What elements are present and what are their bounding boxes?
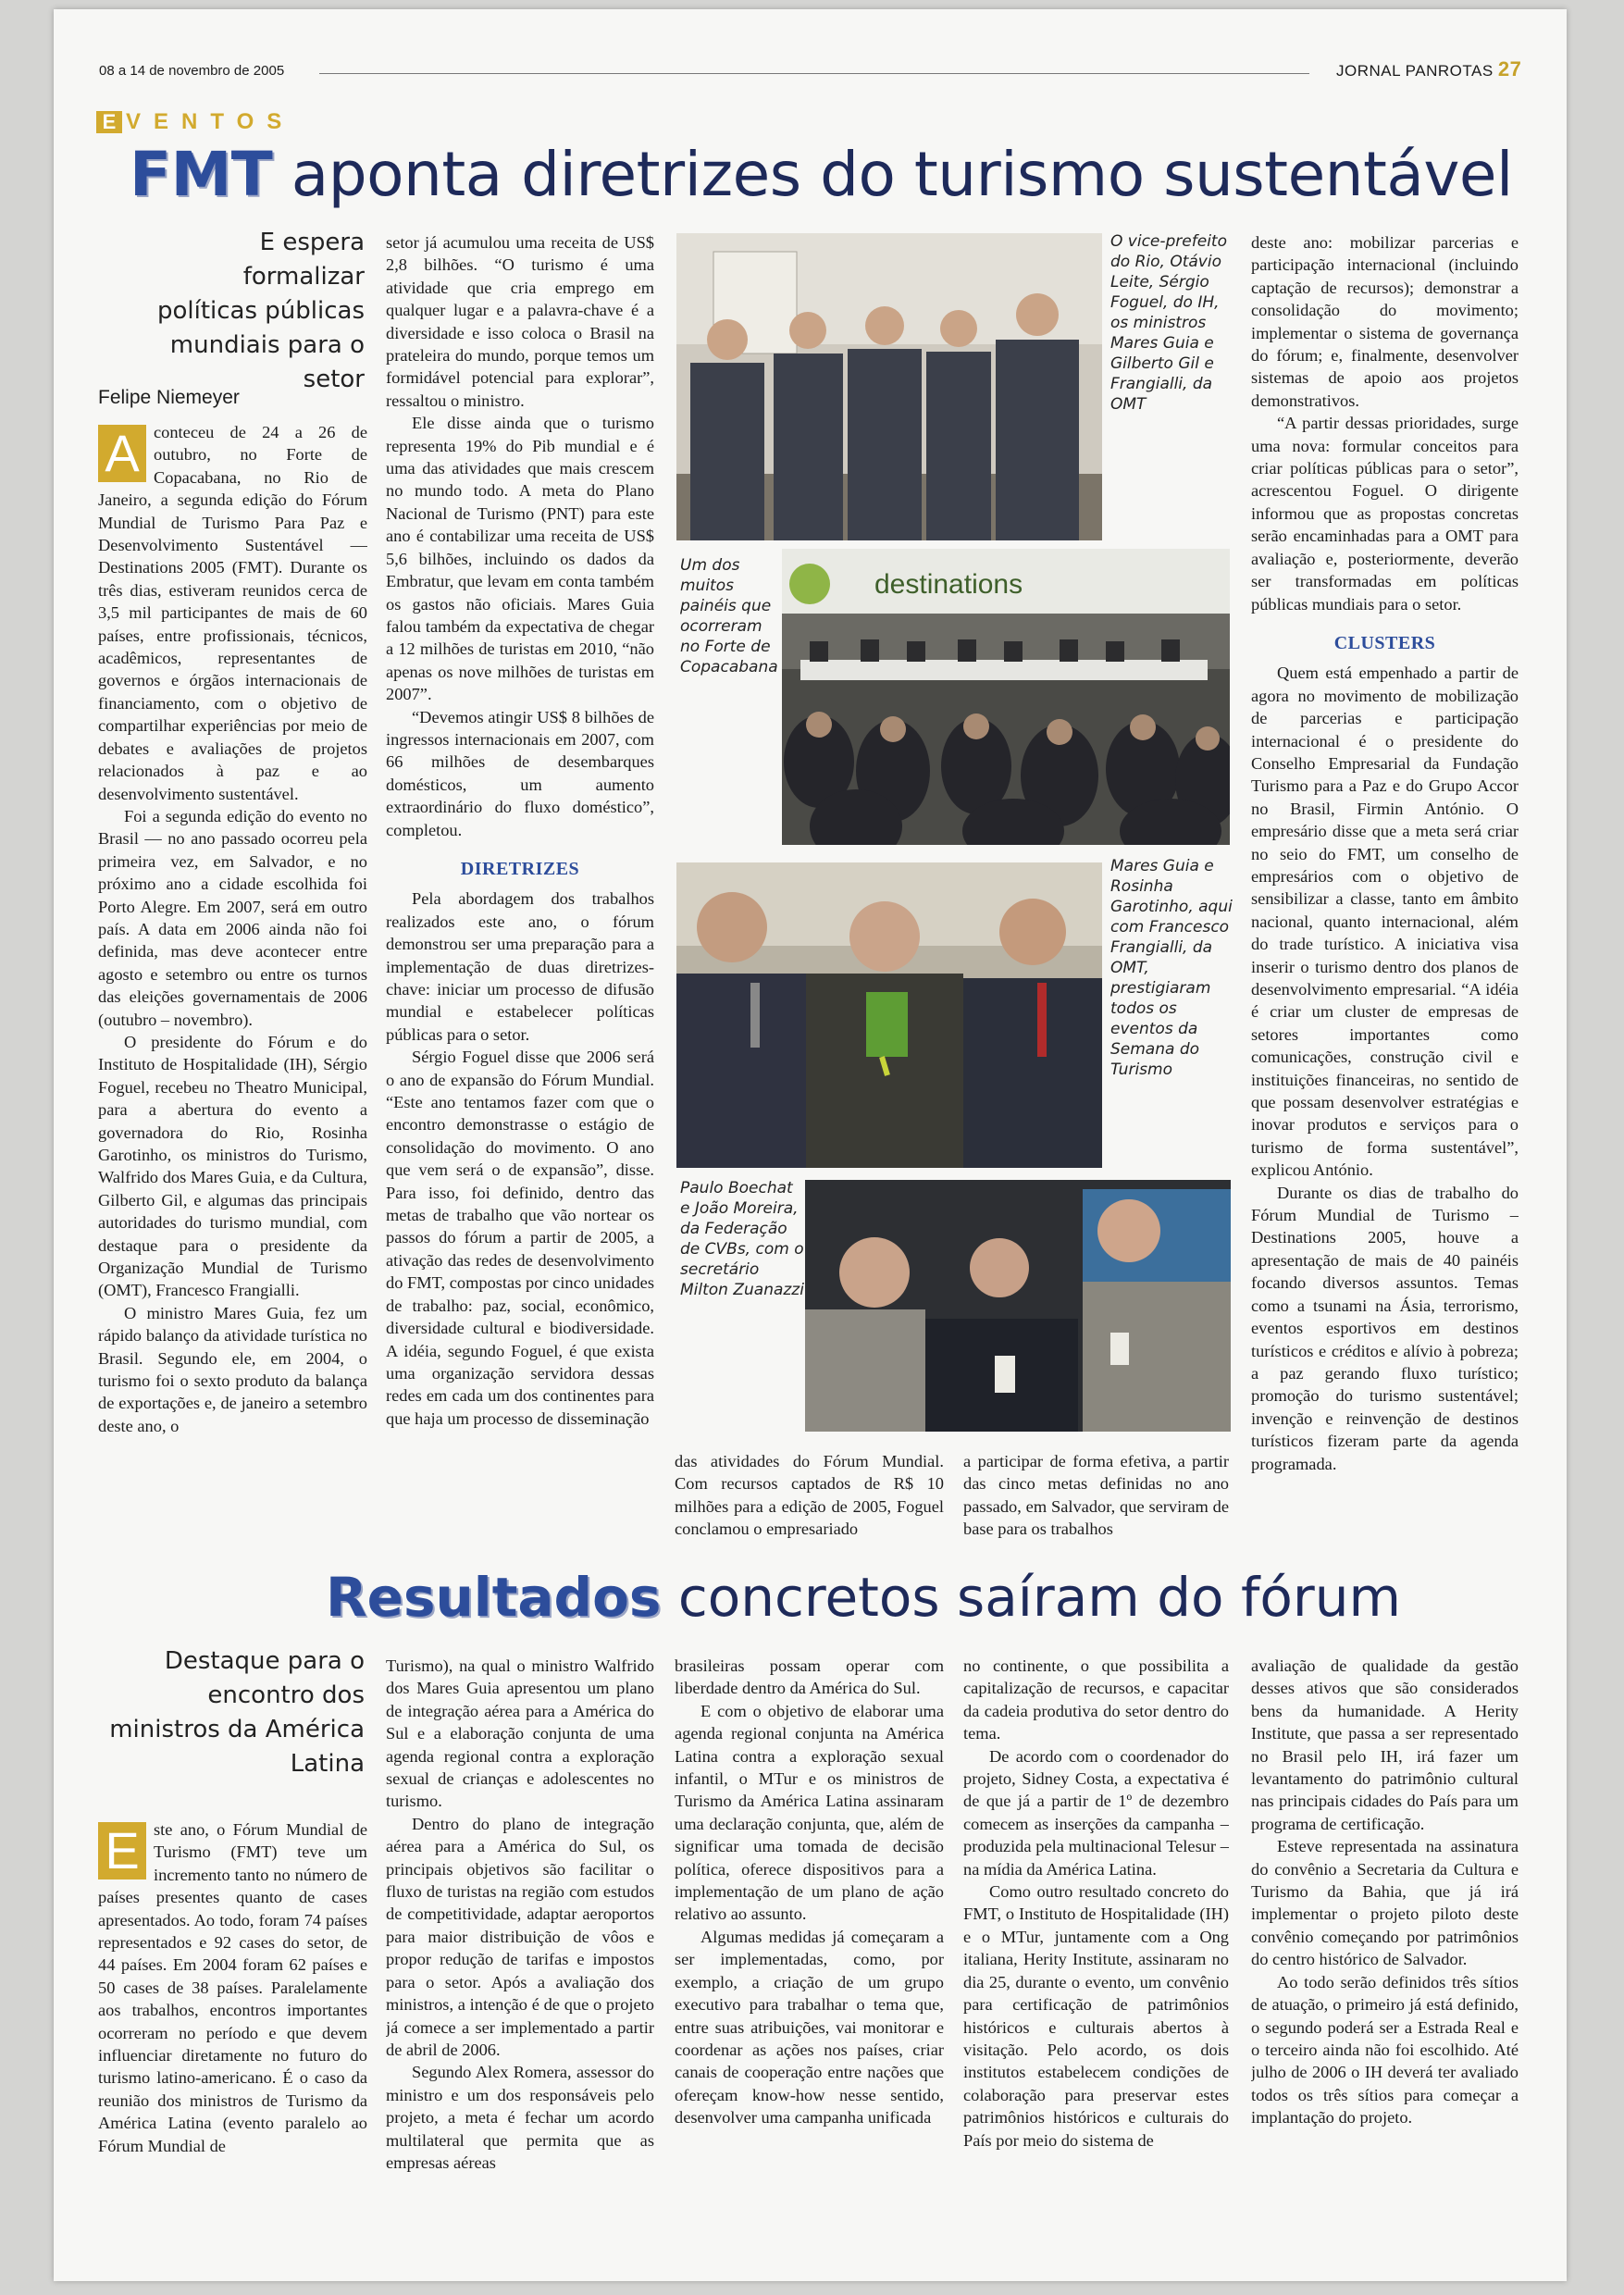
issue-date: 08 a 14 de novembro de 2005 xyxy=(99,63,285,79)
paragraph: no continente, o que possibilita a capitalização de recursos, e capacitar da cadeia produtiva do setor dentro do tema. xyxy=(963,1656,1229,1743)
article2-column-2 xyxy=(386,1655,654,2210)
headline-2 xyxy=(326,1566,1401,1629)
paragraph: Como outro resultado concreto do FMT, o Instituto de Hospitalidade (IH) e o MTur, juntamente com a Ong italiana, Herity Institute, assinaram no dia 25, durante o evento, um convênio para certificação de patrimônios históricos e culturais abertos à visitação. Pelo acordo, os dois institutos estabelecem condições de colaboração para preservar estes patrimônios históricos e culturais do País por meio do sistema de xyxy=(963,1882,1229,2150)
paragraph: conteceu de 24 a 26 de outubro, no Forte de Copacabana, no Rio de Janeiro, a segunda edição do Fórum Mundial de Turismo Para Paz e Desenvolvimento Sustentável — Destinations 2005 (FMT). Durante os três dias, estiveram reunidos cerca de 3,5 mil participantes de mais de 60 países, entre profissionais, técnicos, acadêmicos, representantes de governos e órgãos internacionais de financiamento, com o objetivo de compartilhar experiências por meio de debates e avaliações de projetos relacionados à paz e ao desenvolvimento sustentável. xyxy=(98,423,367,803)
paragraph: O ministro Mares Guia, fez um rápido balanço da atividade turística no Brasil. Segundo ele, em 2004, o turismo foi o sexto produto da balança de exportações e, de janeiro a setembro deste ano, o xyxy=(98,1303,367,1435)
masthead xyxy=(1336,57,1521,81)
paragraph: Foi a segunda edição do evento no Brasil — no ano passado ocorreu pela primeira vez, em Salvador, e no próximo ano a cidade escolhida foi Porto Alegre. Em 2007, será em outro país. A data em 2006 ainda não foi definida, mas deve acontecer entre agosto e setembro ou entre os turnos das eleições governamentais de 2006 (outubro – novembro). xyxy=(98,806,367,1029)
article1-column-1 xyxy=(98,421,367,1541)
paragraph: Dentro do plano de integração aérea para a América do Sul, os principais objetivos são facilitar o fluxo de turistas na região com estudos de competitividade, adaptar aeroportos para maior distribuição de vôos e propor redução de tarifas e impostos para o setor. Após a avaliação dos ministros, a intenção é de que o projeto já comece a ser implementado a partir de abril de 2006. xyxy=(386,1814,654,2059)
headline-2-highlight: Resultados xyxy=(326,1566,662,1629)
paragraph: das atividades do Fórum Mundial. Com recursos captados de R$ 10 milhões para a edição de 2005, Foguel conclamou o empresariado xyxy=(675,1452,944,1539)
article1-column-3 xyxy=(675,1450,944,1541)
article2-column-3 xyxy=(675,1655,944,2210)
article1-column-4 xyxy=(963,1450,1229,1541)
paragraph: ste ano, o Fórum Mundial de Turismo (FMT) teve um incremento tanto no número de países presentes quanto de cases apresentados. Ao todo, foram 74 países representados e 92 cases do setor, de 44 países. Em 2004 foram 62 países e 50 cases de 38 países. Paralelamente aos trabalhos, encontros importantes ocorreram no período e que devem influenciar diretamente no futuro do turismo latino-americano. É o caso da reunião dos ministros de Turismo da América Latina (evento paralelo ao Fórum Mundial de xyxy=(98,1820,367,2155)
caption-photo-officials: O vice-prefeito do Rio, Otávio Leite, Sérgio Foguel, do IH, os ministros Mares Guia e Gilberto Gil e Frangialli, da OMT xyxy=(1110,232,1227,414)
paragraph: Segundo Alex Romera, assessor do ministro e um dos responsáveis pelo projeto, a meta é fechar um acordo multilateral que permita que as empresas aéreas xyxy=(386,2063,654,2172)
paragraph: “A partir dessas prioridades, surge uma nova: formular conceitos para criar políticas públicas para o setor”, acrescentou Foguel. O dirigente informou que as propostas concretas serão encaminhadas para a OMT para avaliação e, posteriormente, deverão ser transformadas em políticas públicas mundiais para o setor. xyxy=(1251,414,1519,614)
caption-photo-ministers: Mares Guia e Rosinha Garotinho, aqui com Francesco Frangialli, da OMT, prestigiaram todos os eventos da Semana do Turismo xyxy=(1110,857,1233,1079)
photo-officials-group xyxy=(676,233,1102,540)
paragraph: avaliação de qualidade da gestão desses ativos que são considerados bens da humanidade. A Herity Institute, que passa a ser representado no Brasil pelo IH, irá fazer um levantamento do patrimônio cultural nas principais cidades do País para um programa de certificação. xyxy=(1251,1656,1519,1833)
paragraph: Sérgio Foguel disse que 2006 será o ano de expansão do Fórum Mundial. “Este ano tentamos fazer com que o encontro demonstrasse o estágio de consolidação do movimento. O ano que vem será o de expansão”, disse. Para isso, foi definido, dentro das metas de trabalho que vão nortear os passos do fórum a partir de 2005, a ativação das redes de desenvolvimento do FMT, compostas por cinco unidades de trabalho: paz, social, econômico, diversidade cultural e biodiversidade. A idéia, segundo Foguel, é que exista uma organização servidora dessas redes em cada um dos continentes para que haja um processo de disseminação xyxy=(386,1048,654,1428)
photo-ministers-governor xyxy=(676,862,1102,1168)
paragraph: Algumas medidas já começaram a ser implementadas, como, por exemplo, a criação de um grupo executivo para trabalhar o tema que, entre suas atribuições, vai monitorar e coordenar as ações nos países, criar canais de cooperação entre nações que ofereçam know-how nesse sentido, desenvolver uma campanha unificada xyxy=(675,1927,944,2128)
section-tag xyxy=(96,109,294,135)
paper-name: JORNAL PANROTAS xyxy=(1336,62,1494,80)
caption-photo-cvbs: Paulo Boechat e João Moreira, da Federação de CVBs, com o secretário Milton Zuanazzi xyxy=(680,1179,804,1299)
paragraph: Turismo), na qual o ministro Walfrido dos Mares Guia apresentou um plano de integração aérea para a América do Sul e a elaboração conjunta de uma agenda regional contra a exploração sexual de crianças e adolescentes no turismo. xyxy=(386,1656,654,1811)
article1-column-5 xyxy=(1251,231,1519,1541)
subhead: E espera formalizar políticas públicas mundiais para o setor xyxy=(156,229,365,393)
banner-destinations-text: destinations xyxy=(874,569,1023,600)
paragraph: Durante os dias de trabalho do Fórum Mundial de Turismo – Destinations 2005, houve a apresentação de mais de 40 painéis focando diversos assuntos. Temas como a tsunami na Ásia, terrorismo, eventos esportivos em destinos turísticos e créditos e alívio à pobreza; a paz gerando fluxo turístico; promoção do turismo sustentável; invenção e reinvenção de destinos turísticos fizeram parte da agenda programada. xyxy=(1251,1183,1519,1473)
paragraph: deste ano: mobilizar parcerias e participação internacional (incluindo captação de recursos); demonstrar a consolidação do movimento; implementar o sistema de governança do fórum; e, finalmente, desenvolver sistemas de apoio aos projetos demonstrativos. xyxy=(1251,233,1519,410)
crosshead-clusters: CLUSTERS xyxy=(1333,632,1436,653)
paragraph: Ele disse ainda que o turismo representa 19% do Pib mundial e é uma das atividades que mais crescem no mundo todo. A meta do Plano Nacional de Turismo (PNT) para este ano é contabilizar uma receita de US$ 5,6 bilhões, incluindo os dados da Embratur, que levam em conta também os gastos não oficiais. Mares Guia falou também da expectativa de chegar a 12 milhões de turistas em 2010, “não apenas os nove milhões de turistas em 2007”. xyxy=(386,414,654,704)
headline-rest: aponta diretrizes do turismo sustentável xyxy=(272,139,1513,210)
headline-2-rest: concretos saíram do fórum xyxy=(661,1566,1401,1629)
article1-column-2 xyxy=(386,231,654,1541)
headline xyxy=(130,139,1513,210)
crosshead-diretrizes: DIRETRIZES xyxy=(460,858,580,879)
caption-photo-panel: Um dos muitos painéis que ocorreram no Forte de Copacabana xyxy=(680,556,778,676)
paragraph: E com o objetivo de elaborar uma agenda regional conjunta na América Latina contra a exploração sexual infantil, o MTur e os ministros de Turismo da América Latina assinaram uma declaração conjunta, que, além de significar uma tomada de decisão política, oferece dispositivos para a implementação de um plano de ação relativo ao assunto. xyxy=(675,1701,944,1924)
paragraph: Esteve representada na assinatura do convênio a Secretaria da Cultura e Turismo da Bahia, que já irá implementar o projeto piloto deste convênio começando por patrimônios do centro histórico de Salvador. xyxy=(1251,1837,1519,1969)
paragraph: “Devemos atingir US$ 8 bilhões de ingressos internacionais em 2007, com 66 milhões de desembarques domésticos, um aumento extraordinário do fluxo doméstico”, completou. xyxy=(386,707,654,839)
paragraph: Ao todo serão definidos três sítios de atuação, o primeiro já está definido, o segundo poderá ser a Estrada Real e o terceiro ainda não foi escolhido. Até julho de 2006 o IH deverá ter avaliado todos os três sítios para começar a implantação do projeto. xyxy=(1251,1972,1519,2128)
subhead-2: Destaque para o encontro dos ministros da América Latina xyxy=(109,1647,365,1778)
dropcap: A xyxy=(98,425,146,482)
page-number: 27 xyxy=(1497,57,1522,81)
article2-column-1 xyxy=(98,1818,367,2212)
paragraph: a participar de forma efetiva, a partir das cinco metas definidas no ano passado, em Salvador, que serviram de base para os trabalhos xyxy=(963,1452,1229,1539)
article2-column-5 xyxy=(1251,1655,1519,2210)
paragraph: brasileiras possam operar com liberdade dentro da América do Sul. xyxy=(675,1656,944,1698)
section-initial: E xyxy=(96,111,122,133)
photo-cvb-federation xyxy=(805,1180,1231,1432)
header-rule xyxy=(319,73,1309,74)
paragraph: Pela abordagem dos trabalhos realizados este ano, o fórum demonstrou ser uma preparação para a implementação de duas diretrizes-chave: iniciar um processo de difusão mundial e estabelecer políticas públicas para o setor. xyxy=(386,889,654,1044)
section-label: VENTOS xyxy=(126,109,295,134)
paragraph: setor já acumulou uma receita de US$ 2,8 bilhões. “O turismo é uma atividade que cria emprego em qualquer lugar e a palavra-chave é a diversidade e isso coloca o Brasil na prateleira do mundo, porque temos um formidável potencial para explorar”, ressaltou o ministro. xyxy=(386,233,654,410)
article2-column-4 xyxy=(963,1655,1229,2210)
paragraph: De acordo com o coordenador do projeto, Sidney Costa, a expectativa é de que já a partir de 1º de dezembro comecem as inserções da campanha – produzida pela multinacional Telesur – na mídia da América Latina. xyxy=(963,1746,1229,1879)
paragraph: Quem está empenhado a partir de agora no movimento de mobilização de parcerias e participação internacional é o presidente do Conselho Empresarial da Fundação Turismo para a Paz e do Grupo Accor no Brasil, Firmin António. O empresário disse que a meta será criar no seio do FMT, um conselho de empresários com o objetivo de sensibilizar a classe, tanto em âmbito nacional, quanto internacional, além do trade turístico. A iniciativa visa inserir o turismo dentro dos planos de desenvolvimento empresarial. “A idéia é criar um cluster de empresas de setores importantes como comunicações, construção civil e instituições financeiras, no sentido de que possam desenvolver estratégias e inovar produtos e serviços para o turismo de forma sustentável”, explicou António. xyxy=(1251,664,1519,1180)
byline: Felipe Niemeyer xyxy=(98,387,240,408)
headline-highlight: FMT xyxy=(130,139,273,210)
paragraph: O presidente do Fórum e do Instituto de Hospitalidade (IH), Sérgio Foguel, recebeu no Theatro Municipal, para a abertura do evento a governadora do Rio, Rosinha Garotinho, os ministros do Turismo, Walfrido dos Mares Guia, e da Cultura, Gilberto Gil, e algumas das principais autoridades do turismo mundial, com destaque para o presidente da Organização Mundial de Turismo (OMT), Francesco Frangialli. xyxy=(98,1032,367,1300)
photo-conference-panel xyxy=(782,549,1230,845)
dropcap-2: E xyxy=(98,1822,146,1879)
